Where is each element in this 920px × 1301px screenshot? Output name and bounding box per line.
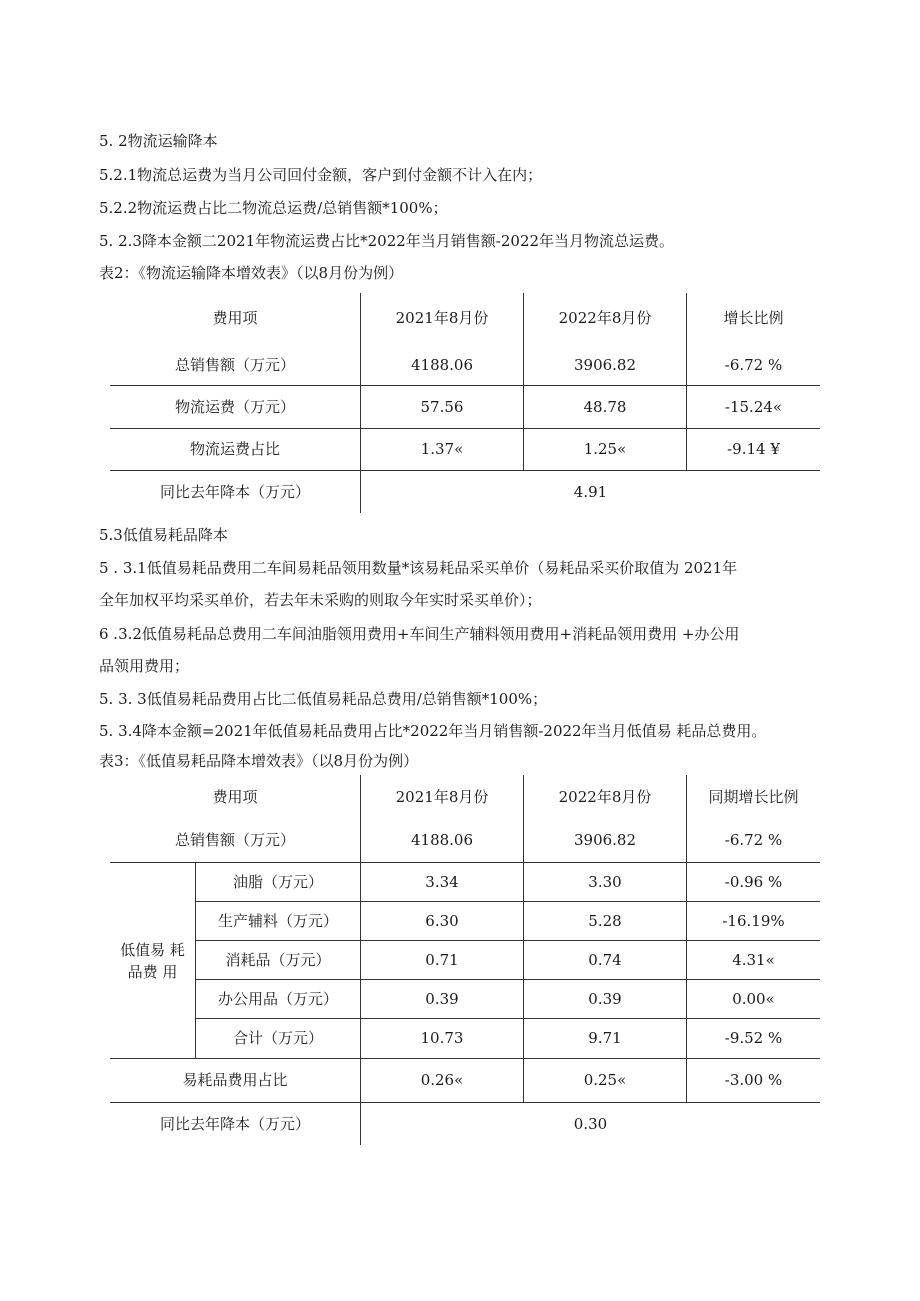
paragraph-5-3-3: 5. 3. 3低值易耗品费用占比二低值易耗品总费用/总销售额*100%； [99, 690, 548, 708]
section-5-3-heading: 5.3低值易耗品降本 [99, 526, 228, 544]
table-cell: 0.39 [425, 990, 459, 1008]
table-cell: -0.96 % [724, 873, 783, 891]
paragraph-5-2-3: 5. 2.3降本金额二2021年物流运费占比*2022年当月销售额-2022年当月物流总运费。 [99, 232, 675, 250]
table-cell: 0.00« [732, 990, 775, 1008]
table3-caption: 表3：《低值易耗品降本增效表》（以8月份为例） [99, 752, 419, 770]
table2-header-item: 费用项 [212, 309, 258, 327]
paragraph-5-3-1-line2: 全年加权平均采买单价，若去年未采购的则取今年实时采买单价）； [99, 591, 542, 609]
table-cell: 4188.06 [410, 356, 474, 374]
table2-header-growth: 增长比例 [723, 309, 784, 327]
table-cell: 物流运费（万元） [174, 398, 295, 416]
paragraph-5-3-2-line1: 6 .3.2低值易耗品总费用二车间油脂领用费用+车间生产辅料领用费用+消耗品领用费用 +办公用 [99, 625, 740, 643]
table-cell: 4.31« [732, 951, 775, 969]
table-cell: -9.52 % [724, 1029, 783, 1047]
table2-header-2022: 2022年8月份 [558, 309, 652, 327]
table-cell: -6.72 % [724, 356, 783, 374]
table-cell: 物流运费占比 [189, 440, 280, 458]
table-cell: -16.19% [722, 912, 785, 930]
table-cell: 0.25« [583, 1071, 627, 1089]
table-cell: 57.56 [420, 398, 464, 416]
table-cell: -15.24« [724, 398, 783, 416]
table-cell: 3906.82 [573, 356, 637, 374]
table-cell: 9.71 [588, 1029, 622, 1047]
table2-caption: 表2：《物流运输降本增效表》（以8月份为例） [99, 264, 404, 282]
section-5-2-heading: 5. 2物流运输降本 [99, 132, 218, 150]
table-cell: 0.74 [588, 951, 622, 969]
table3-header-growth: 同期增长比例 [708, 788, 799, 806]
paragraph-5-3-2-line2: 品领用费用； [99, 657, 190, 675]
table-cell: -6.72 % [724, 831, 783, 849]
table-cell: 总销售额（万元） [174, 831, 295, 849]
table3-saving-label: 同比去年降本（万元） [159, 1115, 310, 1133]
table-cell: 消耗品（万元） [225, 951, 331, 969]
table-cell: 易耗品费用占比 [182, 1071, 288, 1089]
table-cell: 5.28 [588, 912, 622, 930]
table-cell: 3.34 [425, 873, 459, 891]
table2-saving-label: 同比去年降本（万元） [159, 483, 310, 501]
table-cell: -9.14 ¥ [727, 440, 780, 458]
table-cell: 4188.06 [410, 831, 474, 849]
table3-group-label-line2: 品费 用 [127, 963, 178, 981]
table-cell: 48.78 [583, 398, 627, 416]
table2-saving-value: 4.91 [573, 483, 608, 501]
table3-saving-value: 0.30 [573, 1115, 608, 1133]
table-cell: 1.37« [420, 440, 464, 458]
table2-header-2021: 2021年8月份 [395, 309, 489, 327]
table-cell: 办公用品（万元） [217, 990, 338, 1008]
table3-header-2021: 2021年8月份 [395, 788, 489, 806]
table-cell: 总销售额（万元） [174, 356, 295, 374]
table3-header-2022: 2022年8月份 [558, 788, 652, 806]
paragraph-5-3-1-line1: 5 . 3.1低值易耗品费用二车间易耗品领用数量*该易耗品采买单价（易耗品采买价取值为 2021年 [99, 559, 738, 577]
table3-header-item: 费用项 [212, 788, 258, 806]
table-cell: 0.39 [588, 990, 622, 1008]
paragraph-5-3-4: 5. 3.4降本金额=2021年低值易耗品费用占比*2022年当月销售额-2022年当月低值易 耗品总费用。 [99, 722, 767, 740]
table-cell: 油脂（万元） [232, 873, 323, 891]
paragraph-5-2-2: 5.2.2物流运费占比二物流总运费/总销售额*100%； [99, 199, 448, 217]
table-cell: 3.30 [588, 873, 622, 891]
table-cell: 10.73 [420, 1029, 464, 1047]
table-cell: 合计（万元） [232, 1029, 323, 1047]
table-cell: 生产辅料（万元） [217, 912, 338, 930]
table-cell: 1.25« [583, 440, 627, 458]
table-cell: 0.26« [420, 1071, 464, 1089]
table-cell: 6.30 [425, 912, 459, 930]
table-cell: 0.71 [425, 951, 459, 969]
table3-group-label-line1: 低值易 耗 [120, 941, 185, 959]
table-cell: -3.00 % [724, 1071, 783, 1089]
paragraph-5-2-1: 5.2.1物流总运费为当月公司回付金额，客户到付金额不计入在内； [99, 166, 543, 184]
table-cell: 3906.82 [573, 831, 637, 849]
